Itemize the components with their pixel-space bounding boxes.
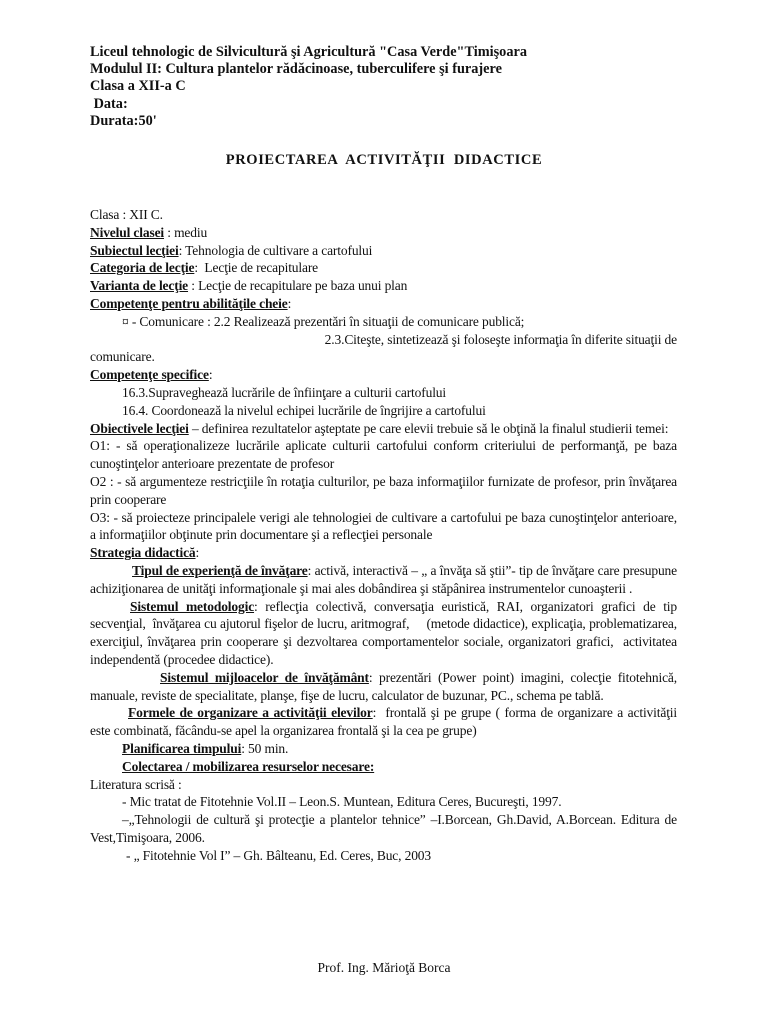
obiective-line <box>90 420 677 438</box>
mijloace-value: : prezentări (Power point) imagini, colecţie fitotehnică, manuale, reviste de specialitate, planşe, fişe de lucru, calculator de buzunar, PC., schema pe tablă. <box>90 669 677 703</box>
mijloace-label: Sistemul mijloacelor de învăţământ <box>160 669 369 685</box>
sistemul-metodologic-value: : reflecţia colectivă, conversaţia euristică, RAI, organizatori grafici de tip secvenţial, învăţarea cu ajutorul fişelor de lucru, aritmograf, (metode didactice), explicaţia, problematizarea, exerciţiul, învăţarea prin cooperare şi dezvoltarea comportamentelor sociale, organizatori grafici, activitatea independentă (procedee didactice). <box>90 598 681 667</box>
nivel-value: : mediu <box>164 224 208 240</box>
competente-specifice-label: Competenţe specifice <box>90 367 209 383</box>
signature: Prof. Ing. Mărioţă Borca <box>317 960 451 975</box>
colectarea-line <box>90 758 677 776</box>
comunicare-line-1: ¤ - Comunicare : 2.2 Realizează prezentări în situaţii de comunicare publică; <box>122 313 525 329</box>
reference-1: - Mic tratat de Fitotehnie Vol.II – Leon.S. Muntean, Editura Ceres, Bucureşti, 1997. <box>122 794 562 810</box>
competente-specifice-colon: : <box>208 367 213 383</box>
competente-cheie-colon: : <box>287 295 292 311</box>
reference-2: –„Tehnologii de cultură şi protecţie a plantelor tehnice” –I.Borcean, Gh.David, A.Borcean. Editura de Vest,Timişoara, 2006. <box>90 812 677 845</box>
objective-o1: O1: - să operaţionalizeze lucrările aplicate culturii cartofului conform criteriului de performanţă, pe baza cunoştinţelor anterioare prezentate de profesor <box>90 438 677 472</box>
reference-3: - „ Fitotehnie Vol I” – Gh. Bâlteanu, Ed. Ceres, Buc, 2003 <box>126 847 431 863</box>
competente-cheie-label: Competenţe pentru abilităţile cheie <box>90 295 288 311</box>
subiect-label: Subiectul lecţiei <box>90 242 179 258</box>
planificarea-line <box>90 740 677 758</box>
tip-experienta-paragraph <box>90 562 677 598</box>
strategia-label: Strategia didactică <box>90 545 196 561</box>
nivel-label: Nivelul clasei <box>90 224 165 240</box>
strategia-colon: : <box>195 545 200 561</box>
competente-specifice-line <box>90 366 677 384</box>
literatura-line: Literatura scrisă : <box>90 776 182 792</box>
formele-value: : frontală şi pe grupe ( forma de organizare a activităţii este combinată, făcându-se apel la organizarea frontală şi la cea pe grupe) <box>90 705 681 739</box>
formele-label: Formele de organizare a activităţii elevilor <box>128 705 373 721</box>
objective-o2: O2 : - să argumenteze restricţiile în rotaţia culturilor, pe baza informaţiilor furnizate de profesor, prin învăţarea prin cooperare <box>90 473 677 507</box>
objective-o3: O3: - să proiecteze principalele verigi ale tehnologiei de cultivare a cartofului pe baza cunoştinţelor anterioare, a informaţiilor obţinute prin documentare şi a reflecţiei personale <box>90 509 677 543</box>
tip-experienta-value: : activă, interactivă – „ a învăţa să ştii”- tip de învăţare care presupune achiziţionarea de unităţi informaţionale şi mai ales dobândirea şi stăpânirea instrumentelor cunoaşterii . <box>90 562 677 596</box>
competente-cheie-line <box>90 295 677 313</box>
formele-paragraph <box>90 704 681 740</box>
varianta-value: : Lecţie de recapitulare pe baza unui plan <box>188 278 408 294</box>
duration-field: Durata:50' <box>90 112 157 129</box>
comunicare-line-3: comunicare. <box>90 349 155 365</box>
nivel-line <box>90 224 677 242</box>
sistemul-metodologic-paragraph <box>90 598 681 669</box>
varianta-line <box>90 277 677 295</box>
subiect-value: : Tehnologia de cultivare a cartofului <box>178 242 373 258</box>
clasa-line: Clasa : XII C. <box>90 207 163 222</box>
strategia-line <box>90 544 677 562</box>
tip-experienta-label: Tipul de experienţă de învăţare <box>132 562 308 578</box>
comunicare-line-2: 2.3.Citeşte, sintetizează şi foloseşte informaţia în diferite situaţii de <box>324 331 677 347</box>
colectarea-label: Colectarea / mobilizarea resurselor necesare: <box>122 758 375 774</box>
page-title: PROIECTAREA ACTIVITĂŢII DIDACTICE <box>225 152 543 168</box>
module-name: Modulul II: Cultura plantelor rădăcinoase, tuberculifere şi furajere <box>90 61 502 78</box>
planificarea-label: Planificarea timpului <box>122 740 242 756</box>
competenta-specifica-2: 16.4. Coordonează la nivelul echipei lucrările de îngrijire a cartofului <box>122 402 486 418</box>
document-body <box>90 206 681 864</box>
sistemul-metodologic-label: Sistemul metodologic <box>130 598 255 614</box>
varianta-label: Varianta de lecţie <box>90 278 189 294</box>
categoria-value: : Lecţie de recapitulare <box>194 260 319 276</box>
date-field: Data: <box>90 95 128 112</box>
document-header <box>90 44 730 130</box>
mijloace-paragraph <box>90 669 677 705</box>
obiective-value: – definirea rezultatelor aşteptate pe care elevii trebuie să le obţină la finalul studierii temei: <box>188 420 669 436</box>
planificarea-value: : 50 min. <box>241 740 289 756</box>
categoria-line <box>90 259 677 277</box>
competenta-specifica-1: 16.3.Supraveghează lucrările de înfiinţare a culturii cartofului <box>122 384 447 400</box>
subiect-line <box>90 242 677 260</box>
school-name: Liceul tehnologic de Silvicultură şi Agricultură "Casa Verde"Timişoara <box>90 44 527 60</box>
obiective-label: Obiectivele lecţiei <box>90 420 189 436</box>
class-name: Clasa a XII-a C <box>90 78 186 95</box>
categoria-label: Categoria de lecţie <box>90 260 195 276</box>
